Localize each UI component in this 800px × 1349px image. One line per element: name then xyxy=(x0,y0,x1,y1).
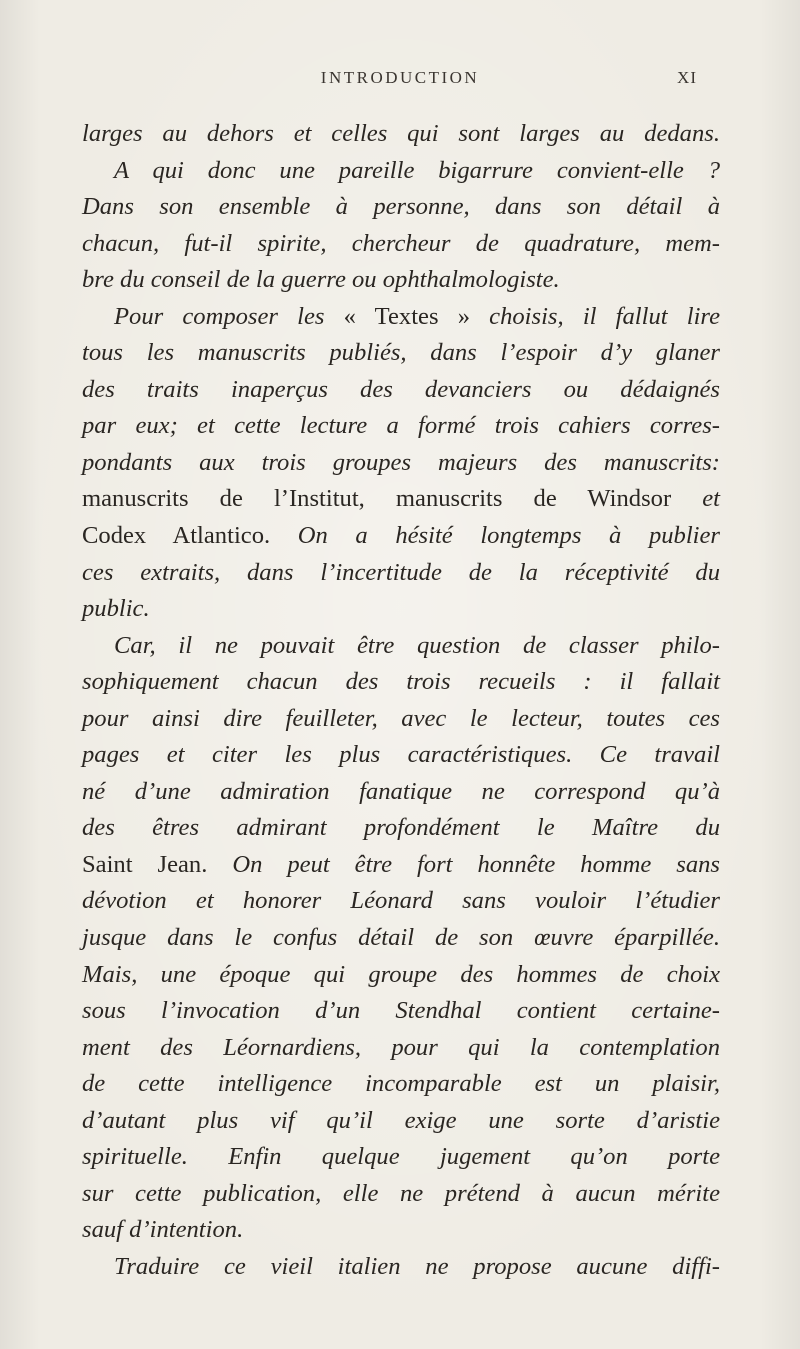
text-run: né d’une admiration fanatique ne correspond qu’à xyxy=(82,777,720,805)
text-run: de cette intelligence incomparable est un plaisir, xyxy=(82,1070,720,1098)
text-run: choisis, il fallut lire xyxy=(470,302,720,330)
text-line xyxy=(82,335,720,372)
body-text xyxy=(82,116,720,1286)
text-line xyxy=(82,993,720,1030)
text-run: sur cette publication, elle ne prétend à aucun mérite xyxy=(82,1179,720,1207)
text-line xyxy=(82,883,720,920)
text-line xyxy=(82,1249,720,1286)
text-line xyxy=(82,701,720,738)
text-run: ment des Léornardiens, pour qui la contemplation xyxy=(82,1033,720,1061)
text-run: manuscrits de l’Institut, manuscrits de Windsor xyxy=(82,485,703,513)
text-line xyxy=(82,1139,720,1176)
text-line xyxy=(82,372,720,409)
text-line xyxy=(82,262,720,299)
text-line xyxy=(82,957,720,994)
text-run: Dans son ensemble à personne, dans son détail à xyxy=(82,193,720,221)
text-run: pour ainsi dire feuilleter, avec le lecteur, toutes ces xyxy=(82,704,720,732)
text-line xyxy=(82,518,720,555)
text-line xyxy=(82,116,720,153)
text-run: bre du conseil de la guerre ou ophthalmologiste. xyxy=(82,266,560,294)
text-run: Codex Atlantico. xyxy=(82,522,298,550)
text-run: Mais, une époque qui groupe des hommes de choix xyxy=(82,960,720,988)
text-run: chacun, fut-il spirite, chercheur de quadrature, mem- xyxy=(82,229,720,257)
text-run: tous les manuscrits publiés, dans l’espoir d’y glaner xyxy=(82,339,720,367)
text-line xyxy=(82,1030,720,1067)
text-line xyxy=(82,810,720,847)
text-line xyxy=(82,1212,720,1249)
text-run: spirituelle. Enfin quelque jugement qu’on porte xyxy=(82,1143,720,1171)
running-title: INTRODUCTION xyxy=(320,68,480,87)
text-line xyxy=(82,408,720,445)
text-line xyxy=(82,1066,720,1103)
text-line xyxy=(82,628,720,665)
text-line xyxy=(82,920,720,957)
text-line xyxy=(82,774,720,811)
text-run: sauf d’intention. xyxy=(82,1216,244,1244)
text-line xyxy=(82,737,720,774)
text-run: sophiquement chacun des trois recueils : il fallait xyxy=(82,668,720,696)
text-run: d’autant plus vif qu’il exige une sorte d’aristie xyxy=(82,1106,720,1134)
text-run: larges au dehors et celles qui sont larges au dedans. xyxy=(82,120,720,147)
text-run: public. xyxy=(82,595,150,623)
text-line xyxy=(82,189,720,226)
text-line xyxy=(82,555,720,592)
text-line xyxy=(82,1176,720,1213)
text-run: par eux; et cette lecture a formé trois cahiers corres- xyxy=(82,412,720,440)
text-line xyxy=(82,299,720,336)
text-run: des traits inaperçus des devanciers ou dédaignés xyxy=(82,375,720,403)
text-line xyxy=(82,153,720,190)
text-run: On peut être fort honnête homme sans xyxy=(232,850,720,878)
text-line xyxy=(82,847,720,884)
text-run: pondants aux trois groupes majeurs des manuscrits: xyxy=(82,448,720,476)
text-run: Car, il ne pouvait être question de classer philo- xyxy=(114,631,720,659)
text-run: pages et citer les plus caractéristiques. Ce travail xyxy=(82,741,720,769)
text-run: ces extraits, dans l’incertitude de la réceptivité du xyxy=(82,558,720,586)
page-number: XI xyxy=(677,68,697,87)
text-run: « Textes » xyxy=(343,302,470,330)
text-line xyxy=(82,591,720,628)
text-line xyxy=(82,1103,720,1140)
page-header xyxy=(0,68,800,96)
text-run: des êtres admirant profondément le Maître du xyxy=(82,814,720,842)
text-line xyxy=(82,481,720,518)
text-run: jusque dans le confus détail de son œuvre éparpillée. xyxy=(82,924,720,952)
text-line xyxy=(82,445,720,482)
text-run: Saint Jean. xyxy=(82,850,233,878)
text-run: et xyxy=(702,485,720,513)
text-line xyxy=(82,664,720,701)
text-run: Pour composer les xyxy=(114,302,344,330)
text-run: Traduire ce vieil italien ne propose aucune diffi- xyxy=(114,1252,720,1280)
text-run: A qui donc une pareille bigarrure convient-elle ? xyxy=(114,156,720,184)
text-run: sous l’invocation d’un Stendhal contient certaine- xyxy=(82,997,720,1025)
text-run: On a hésité longtemps à publier xyxy=(297,522,720,550)
text-run: dévotion et honorer Léonard sans vouloir l’étudier xyxy=(82,887,720,915)
text-line xyxy=(82,226,720,263)
